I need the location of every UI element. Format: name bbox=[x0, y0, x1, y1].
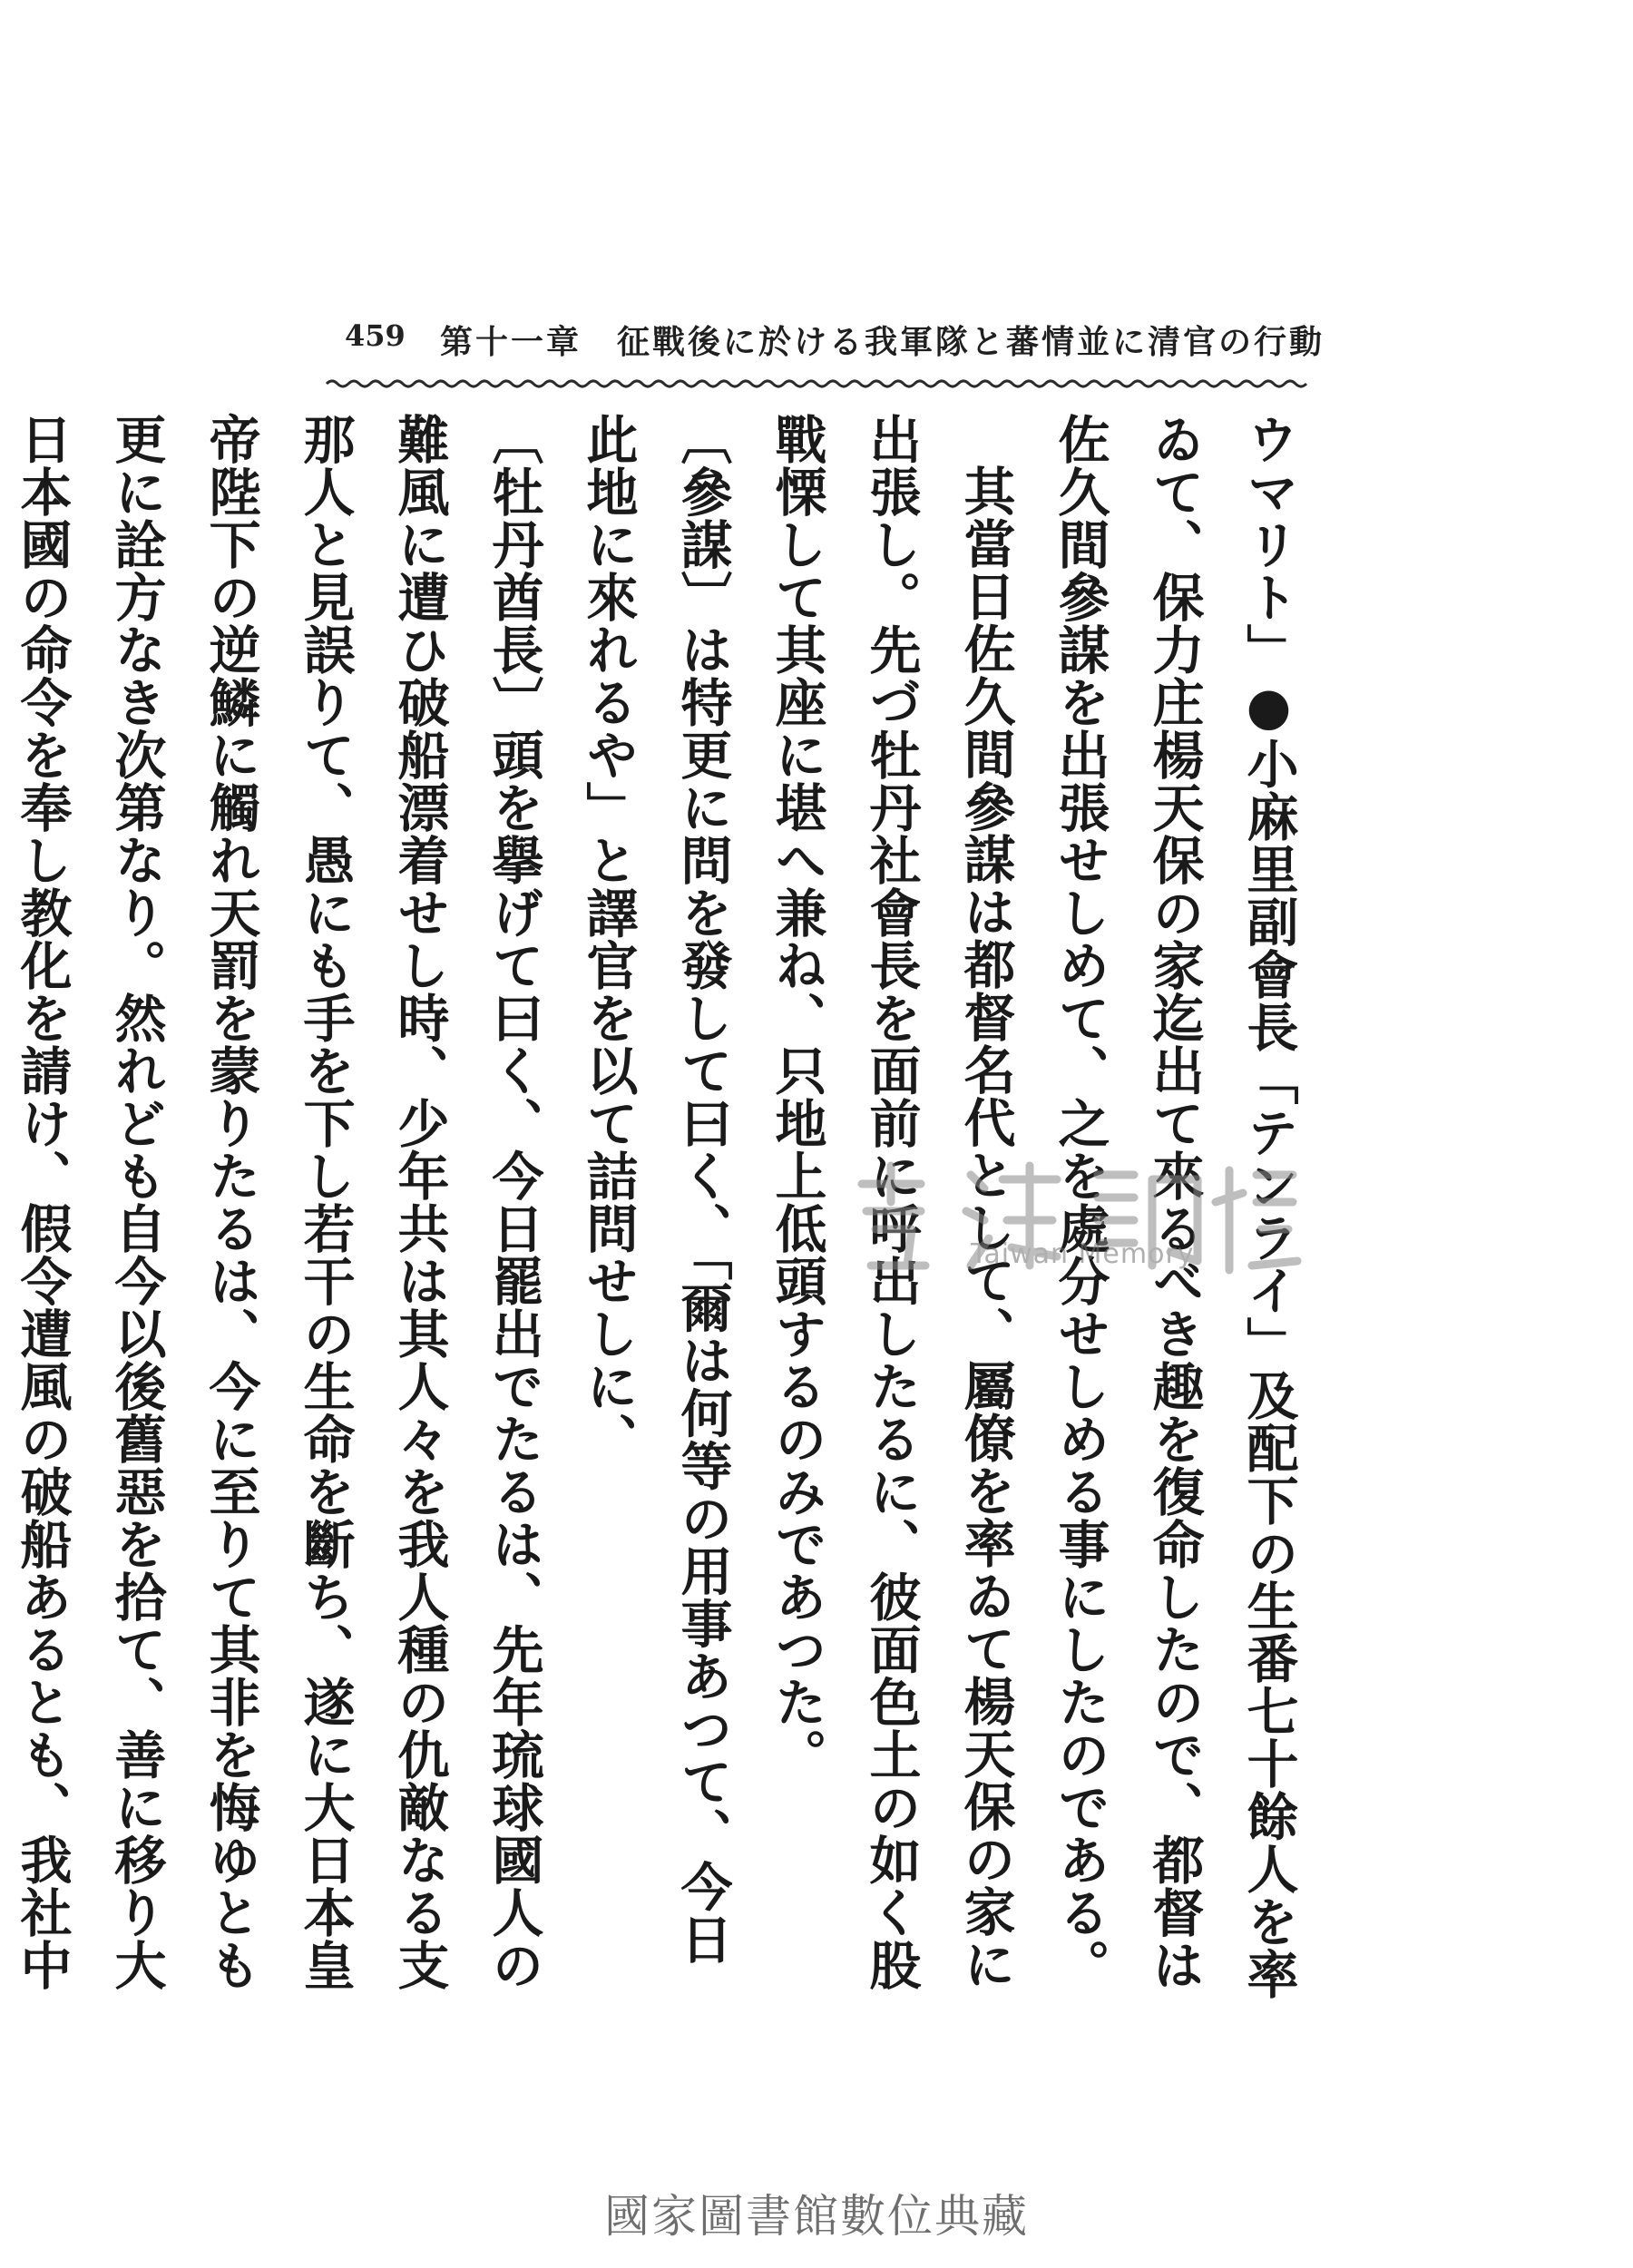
paragraph-3: 〔參謀〕は特更に問を發して曰く、「爾は何等の用事あつて、今日此地に來れるや」と譯官を以て詰問せしに、 bbox=[578, 413, 733, 1966]
paragraph-1: ウマリト」●小麻里副會長「テンライ」及配下の生番七十餘人を率ゐて、保力庄楊天保の家迄出て來るべき趣を復命したので、都督は佐久間參謀を出張せしめて、之を處分せしめる事にしたのである。 bbox=[1050, 413, 1299, 2000]
body-text bbox=[12, 413, 1315, 2009]
paragraph-4: 〔牡丹酋長〕頭を擧げて曰く、今日罷出でたるは、先年琉球國人の難風に遭ひ破船漂着せし時、少年共は其人々を我人種の仇敵なる支那人と見誤りて、愚にも手を下し若干の生命を斷ち、遂に大日本皇帝陛下の逆鱗に觸れ天罰を蒙りたるは、今に至りて其非を悔ゆとも更に詮方なき次第なり。然れども自今以後舊惡を拾て、善に移り大日本國の命令を奉し教化を請け、假令遭風の破船あるとも、我社中 bbox=[12, 413, 544, 1991]
header-divider bbox=[327, 377, 1306, 390]
page-number: 459 bbox=[345, 318, 406, 353]
library-footer: 國家圖書館數位典藏 bbox=[604, 2190, 1029, 2243]
running-header bbox=[327, 313, 1334, 367]
chapter-title: 第十一章 征戰後に於ける我軍隊と蕃情並に清官の行動 bbox=[439, 323, 1325, 361]
paragraph-2: 其當日佐久間參謀は都督名代として、屬僚を率ゐて楊天保の家に出張し。先づ牡丹社會長を面前に呼出したるに、彼面色土の如く股戰慄して其座に堪へ兼ね、只地上低頭するのみであつた。 bbox=[767, 413, 1016, 1991]
watermark-caption: Taiwan Memory bbox=[971, 1238, 1195, 1270]
